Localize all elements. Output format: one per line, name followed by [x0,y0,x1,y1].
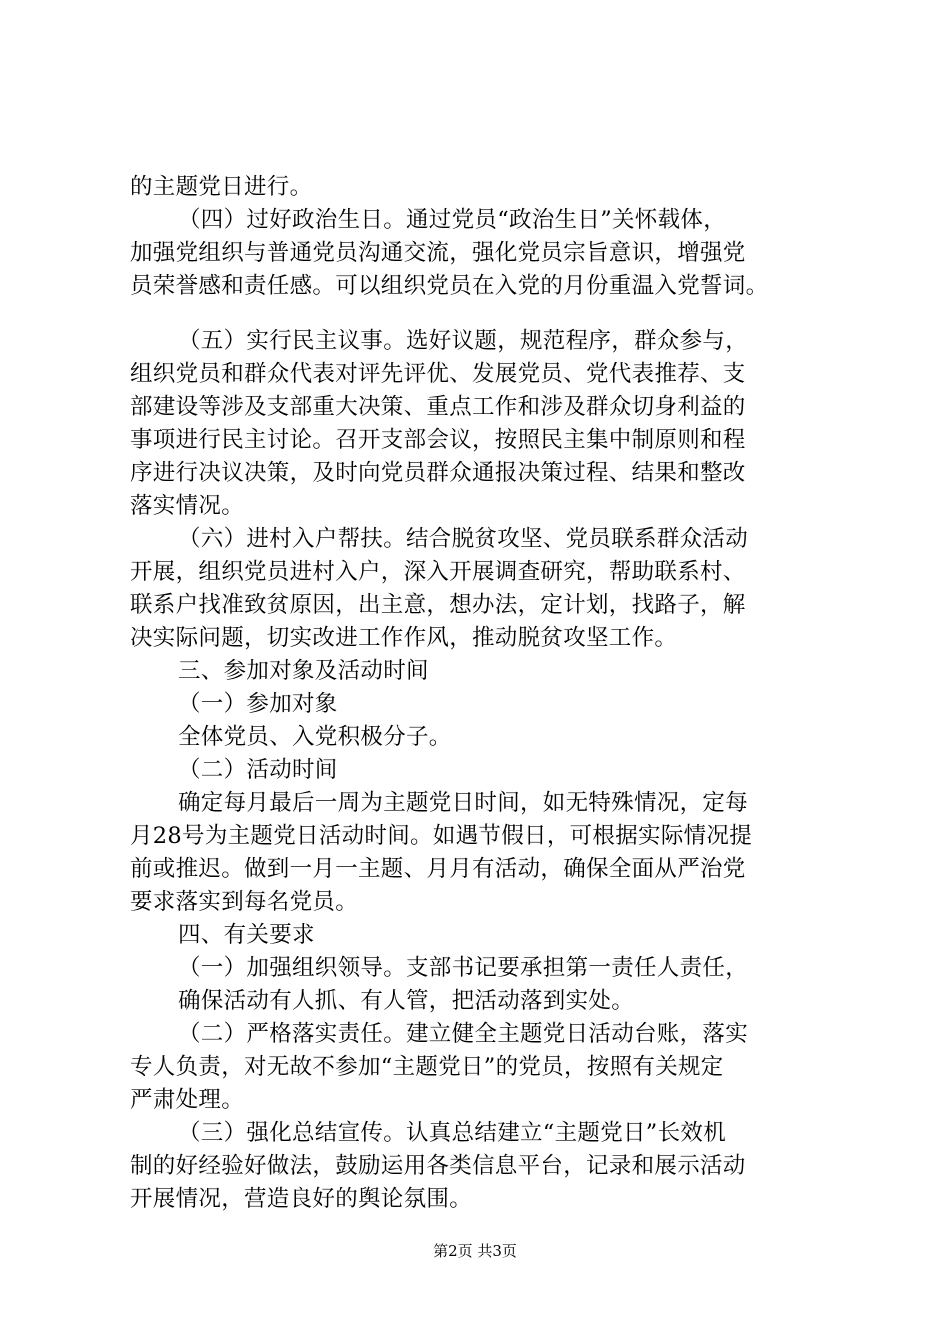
text-line: 部建设等涉及支部重大决策、重点工作和涉及群众切身利益的 [130,394,746,420]
text-line: 的主题党日进行。 [130,174,313,200]
subsection-heading: （一）参加对象 [178,691,338,717]
text-line: 确保活动有人抓、有人管，把活动落到实处。 [178,988,635,1014]
text-line: 制的好经验好做法，鼓励运用各类信息平台，记录和展示活动 [130,1153,746,1179]
text-line: 前或推迟。做到一月一主题、月月有活动，确保全面从严治党 [130,856,746,882]
text-line: 确定每月最后一周为主题党日时间，如无特殊情况，定每 [178,790,749,816]
text-line: 专人负责，对无故不参加“主题党日”的党员，按照有关规定 [130,1054,724,1080]
text-line: （一）加强组织领导。支部书记要承担第一责任人责任， [178,955,749,981]
text-line: 开展，组织党员进村入户，深入开展调查研究，帮助联系村、 [130,559,746,585]
text-line: 序进行决议决策，及时向党员群众通报决策过程、结果和整改 [130,460,746,486]
section-heading: 三、参加对象及活动时间 [178,658,429,684]
text-line: 加强党组织与普通党员沟通交流，强化党员宗旨意识，增强党 [130,240,746,266]
page-number-footer: 第2页 共3页 [433,1242,517,1260]
text-line: 开展情况，营造良好的舆论氛围。 [130,1186,473,1212]
text-line: 组织党员和群众代表对评先评优、发展党员、党代表推荐、支 [130,361,746,387]
text-line: （五）实行民主议事。选好议题，规范程序，群众参与， [178,328,749,354]
text-line: （四）过好政治生日。通过党员“政治生日”关怀载体， [178,207,727,233]
text-line: 要求落实到每名党员。 [130,889,359,915]
text-line: 决实际问题，切实改进工作作风，推动脱贫攻坚工作。 [130,625,678,651]
text-line: 严肃处理。 [130,1087,245,1113]
text-line: 月28号为主题党日活动时间。如遇节假日，可根据实际情况提 [130,823,753,849]
text-line: 全体党员、入党积极分子。 [178,724,452,750]
text-line: 落实情况。 [130,493,245,519]
text-line: 联系户找准致贫原因，出主意，想办法，定计划，找路子，解 [130,592,746,618]
text-line: 员荣誉感和责任感。可以组织党员在入党的月份重温入党誓词。 [130,273,769,299]
subsection-heading: （二）活动时间 [178,757,338,783]
text-line: （二）严格落实责任。建立健全主题党日活动台账，落实 [178,1021,749,1047]
text-line: （三）强化总结宣传。认真总结建立“主题党日”长效机 [178,1120,727,1146]
text-line: 事项进行民主讨论。召开支部会议，按照民主集中制原则和程 [130,427,746,453]
text-line: （六）进村入户帮扶。结合脱贫攻坚、党员联系群众活动 [178,526,749,552]
section-heading: 四、有关要求 [178,922,315,948]
